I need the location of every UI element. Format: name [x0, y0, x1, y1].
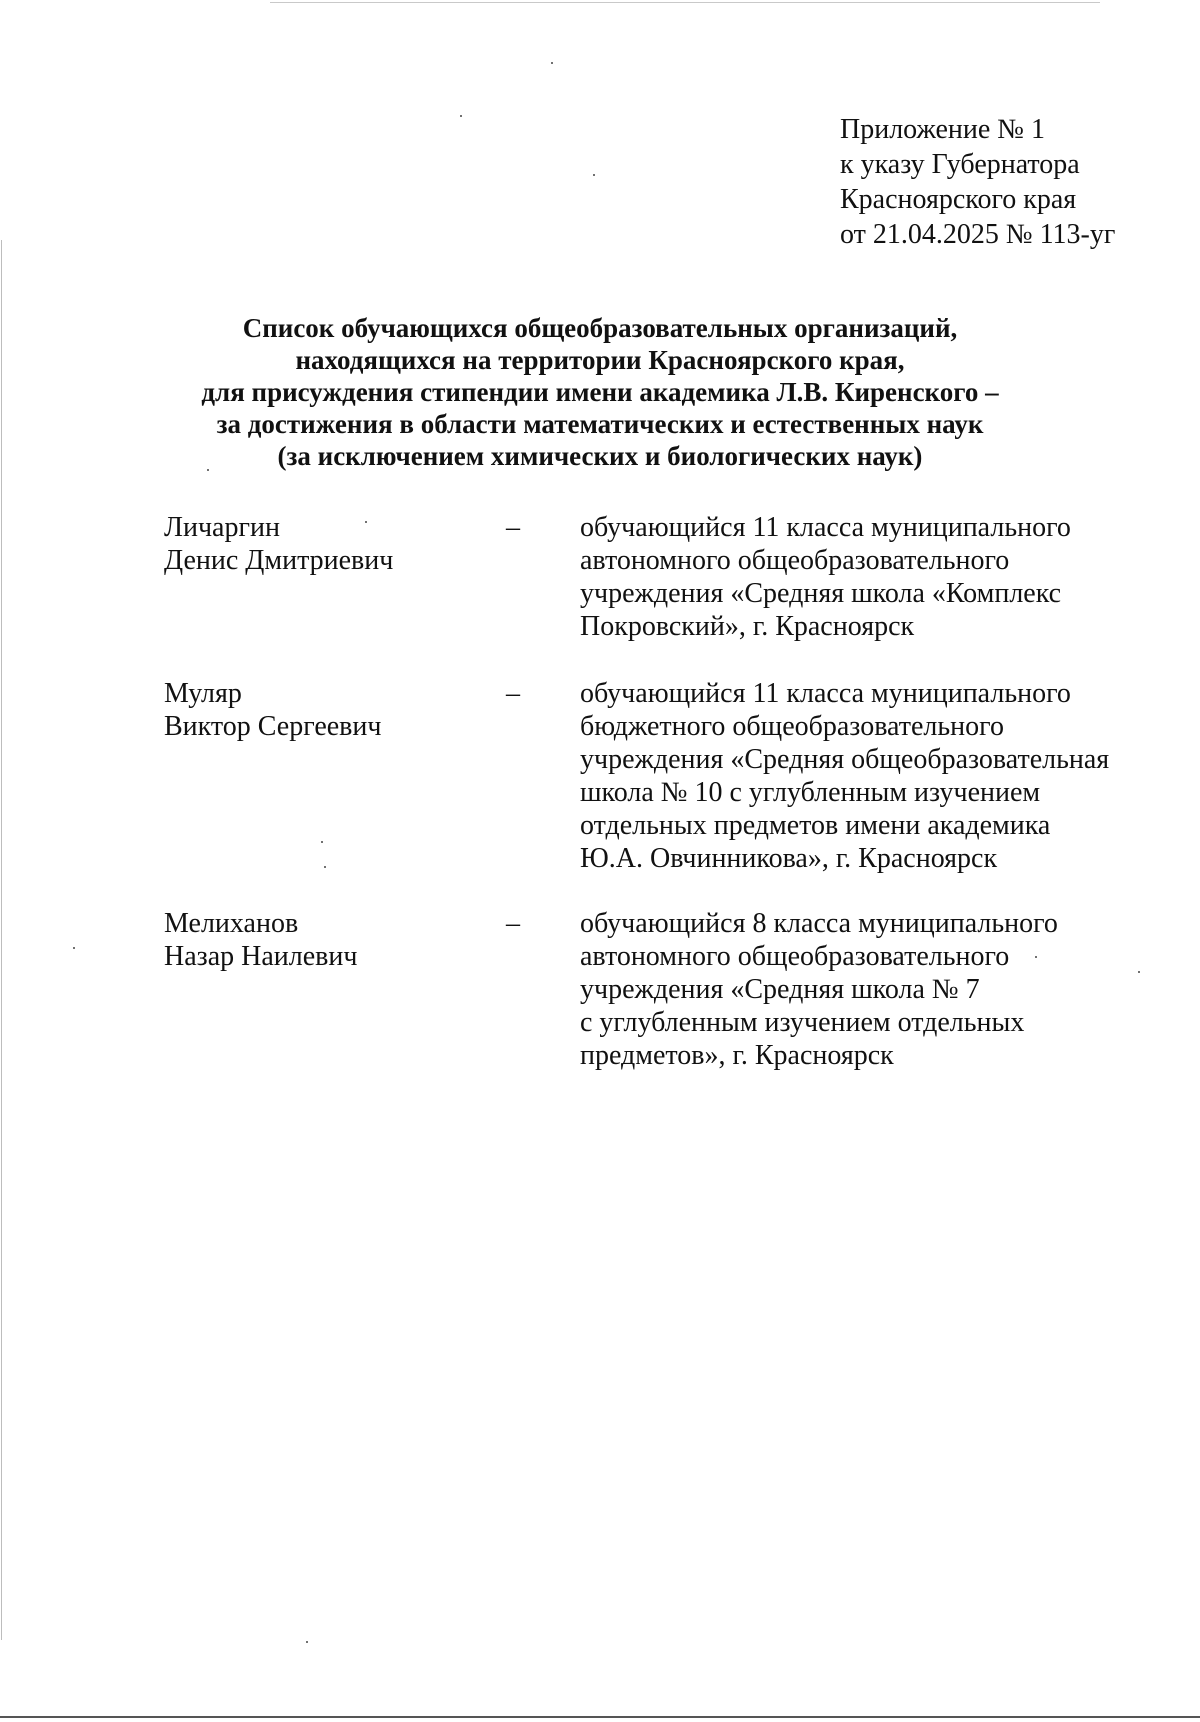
student-surname: Муляр — [164, 678, 242, 709]
student-surname: Мелиханов — [164, 908, 299, 939]
description-line: обучающийся 11 класса муниципального — [580, 512, 1071, 543]
scan-speck — [321, 841, 323, 843]
entry-dash: – — [506, 678, 520, 709]
student-given-names: Виктор Сергеевич — [164, 711, 382, 742]
description-line: школа № 10 с углубленным изучением — [580, 777, 1041, 808]
scan-bottom-edge — [0, 1716, 1200, 1718]
entry-dash: – — [506, 512, 520, 543]
student-description — [580, 677, 1109, 875]
title-line: находящихся на территории Красноярского края, — [295, 345, 905, 375]
title-line: для присуждения стипендии имени академика Л.В. Киренского – — [201, 377, 999, 407]
appendix-date-number: от 21.04.2025 № 113-уг — [840, 219, 1116, 250]
title-line: Список обучающихся общеобразовательных организаций, — [242, 313, 958, 343]
appendix-header — [840, 112, 1115, 252]
student-given-names: Денис Дмитриевич — [164, 545, 394, 576]
student-given-names: Назар Наилевич — [164, 941, 358, 972]
title-line: (за исключением химических и биологических наук) — [277, 441, 923, 471]
description-line: с углубленным изучением отдельных — [580, 1007, 1025, 1038]
description-line: обучающийся 11 класса муниципального — [580, 678, 1071, 709]
student-description — [580, 511, 1071, 643]
description-line: учреждения «Средняя общеобразовательная — [580, 744, 1110, 775]
scan-speck — [306, 1641, 308, 1643]
description-line: предметов», г. Красноярск — [580, 1040, 894, 1071]
title-line: за достижения в области математических и естественных наук — [216, 409, 984, 439]
description-line: Ю.А. Овчинникова», г. Красноярск — [580, 843, 998, 874]
student-name — [164, 511, 393, 577]
document-title — [0, 312, 1200, 472]
description-line: учреждения «Средняя школа «Комплекс — [580, 578, 1062, 609]
student-description — [580, 907, 1058, 1072]
scan-top-edge — [270, 2, 1100, 3]
description-line: отдельных предметов имени академика — [580, 810, 1051, 841]
scan-speck — [551, 62, 553, 64]
student-name — [164, 677, 381, 743]
entry-dash: – — [506, 908, 520, 939]
scan-speck — [593, 174, 595, 176]
scan-speck — [324, 866, 326, 868]
student-name — [164, 907, 357, 973]
appendix-region: Красноярского края — [840, 184, 1077, 215]
description-line: учреждения «Средняя школа № 7 — [580, 974, 980, 1005]
student-surname: Личаргин — [164, 512, 280, 543]
description-line: бюджетного общеобразовательного — [580, 711, 1004, 742]
appendix-decree-ref: к указу Губернатора — [840, 149, 1080, 180]
appendix-number: Приложение № 1 — [840, 114, 1045, 145]
description-line: автономного общеобразовательного — [580, 545, 1010, 576]
description-line: обучающийся 8 класса муниципального — [580, 908, 1058, 939]
description-line: Покровский», г. Красноярск — [580, 611, 915, 642]
description-line: автономного общеобразовательного — [580, 941, 1010, 972]
scan-speck — [1138, 971, 1140, 973]
scan-speck — [73, 947, 75, 949]
scan-speck — [460, 115, 462, 117]
